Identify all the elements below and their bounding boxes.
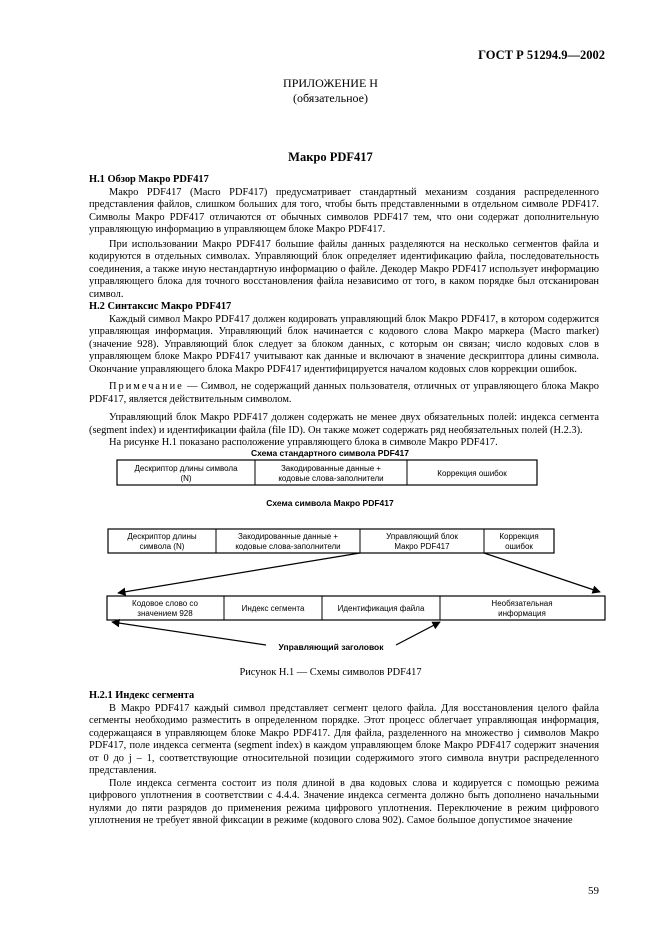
expand-arrow-left xyxy=(118,553,360,593)
cell-text: значением 928 xyxy=(137,609,193,618)
document-code: ГОСТ Р 51294.9—2002 xyxy=(478,48,605,62)
section-heading: Н.2.1 Индекс сегмента xyxy=(89,690,195,701)
cell-text: кодовые слова-заполнители xyxy=(278,474,384,483)
section-h21 xyxy=(89,690,599,828)
section-h1 xyxy=(89,174,599,450)
paragraph: При использовании Макро PDF417 большие файлы данных разделяются на несколько сегментов файла и кодируются в отдельных символах. Управляющий блок определяет идентификацию файла, последовательность соединения, а также иную нестандартную информацию о файле. Декодер Макро PDF417 использует информацию управляющего блока для точного восстановления файла независимо от того, в каком порядке был отсканирован символ. xyxy=(89,238,599,300)
figure-caption: Рисунок Н.1 — Схемы символов PDF417 xyxy=(239,667,422,678)
cell-text: Коррекция ошибок xyxy=(437,469,507,478)
note-text: — Символ, не содержащий данных пользователя, отличных от управляющего блока Макро PDF417, является действительным символом. xyxy=(89,381,599,405)
header-arrow-left xyxy=(112,622,266,645)
paragraph: На рисунке Н.1 показано расположение управляющего блока в символе Макро PDF417. xyxy=(109,437,498,448)
section-heading: Н.2 Синтаксис Макро PDF417 xyxy=(89,301,232,312)
cell-text: Дескриптор длины символа xyxy=(134,464,238,473)
cell-text: Закодированные данные + xyxy=(280,464,382,473)
standard-scheme-title: Схема стандартного символа PDF417 xyxy=(251,448,409,458)
cell-text: (N) xyxy=(180,474,192,483)
control-header-label: Управляющий заголовок xyxy=(278,642,384,652)
cell-text: Закодированные данные + xyxy=(237,532,339,541)
cell-text: информация xyxy=(498,609,546,618)
paragraph: В Макро PDF417 каждый символ представляет сегмент целого файла. Для восстановления целого файла сегменты необходимо разместить в определенном порядке. Этот процесс облегчает управляющая информация, содержащаяся в управляющем блоке Макро PDF417. Для файла, разделенного на множество j символов Макро PDF417, поле индекса сегмента (segment index) в каждом управляющем блоке Макро PDF417 содержит значения от 0 до j – 1, соответствующие относительной позиции содержимого этого символа внутри распределенного представления. xyxy=(89,702,599,776)
cell-text: Макро PDF417 xyxy=(394,542,450,551)
paragraph: Макро PDF417 (Macro PDF417) предусматривает стандартный механизм создания распределенного представления файлов, слишком больших для того, чтобы быть представленными в отдельном символе PDF417. Символы Макро PDF417 отличаются от обычных символов PDF417 тем, что они содержат дополнительную управляющую информацию в управляющем блоке Макро PDF417. xyxy=(89,186,599,235)
macro-scheme-title: Схема символа Макро PDF417 xyxy=(266,498,394,508)
cell-text: Индекс сегмента xyxy=(241,604,305,613)
appendix-status: (обязательное) xyxy=(293,91,368,105)
cell-text: ошибок xyxy=(505,542,533,551)
cell-text: Идентификация файла xyxy=(337,604,425,613)
cell-text: Коррекция xyxy=(499,532,539,541)
header-arrow-right xyxy=(396,622,440,645)
cell-text: Управляющий блок xyxy=(386,532,458,541)
note xyxy=(89,381,599,406)
paragraph: Поле индекса сегмента состоит из поля длиной в два кодовых слова и кодируется с помощью режима цифрового уплотнения в соответствии с 4.4.4. Значение индекса сегмента должно быть дополнено начальными нулями до пяти разрядов до применения режима цифрового уплотнения. Переключение в режим цифрового уплотнения не требует явной фиксации в режиме (кодового слова 902). Самое большое допустимое значение xyxy=(89,777,599,826)
cell-text: Кодовое слово со xyxy=(132,599,198,608)
cell-text: кодовые слова-заполнители xyxy=(235,542,341,551)
expand-arrow-right xyxy=(484,553,600,592)
section-heading: Н.1 Обзор Макро PDF417 xyxy=(89,174,209,185)
cell-text: Необязательная xyxy=(491,599,553,608)
paragraph: Управляющий блок Макро PDF417 должен содержать не менее двух обязательных полей: индекса сегмента (segment index) и идентификации файла (file ID). Он также может содержать ряд необязательных полей (Н.2.3). xyxy=(89,412,599,436)
page-number: 59 xyxy=(588,885,599,897)
note-label: Примечание xyxy=(109,381,184,392)
cell-text: символа (N) xyxy=(139,542,185,551)
figure-diagram xyxy=(0,445,661,655)
appendix-title: ПРИЛОЖЕНИЕ Н xyxy=(283,76,378,90)
paragraph: Каждый символ Макро PDF417 должен кодировать управляющий блок Макро PDF417, в котором содержится управляющая информация. Управляющий блок начинается с кодового слова Макро маркера (Macro marker) (значение 928). Управляющий блок следует за блоком данных, с которым он связан; число кодовых слов в управляющем блоке Макро PDF417 учитывают как данные и включают в значение дескриптора длины символа. Окончание управляющего блока Макро PDF417 идентифицируется началом кодовых слов коррекции ошибок. xyxy=(89,313,599,375)
page-title: Макро PDF417 xyxy=(288,150,373,164)
cell-text: Дескриптор длины xyxy=(127,532,197,541)
